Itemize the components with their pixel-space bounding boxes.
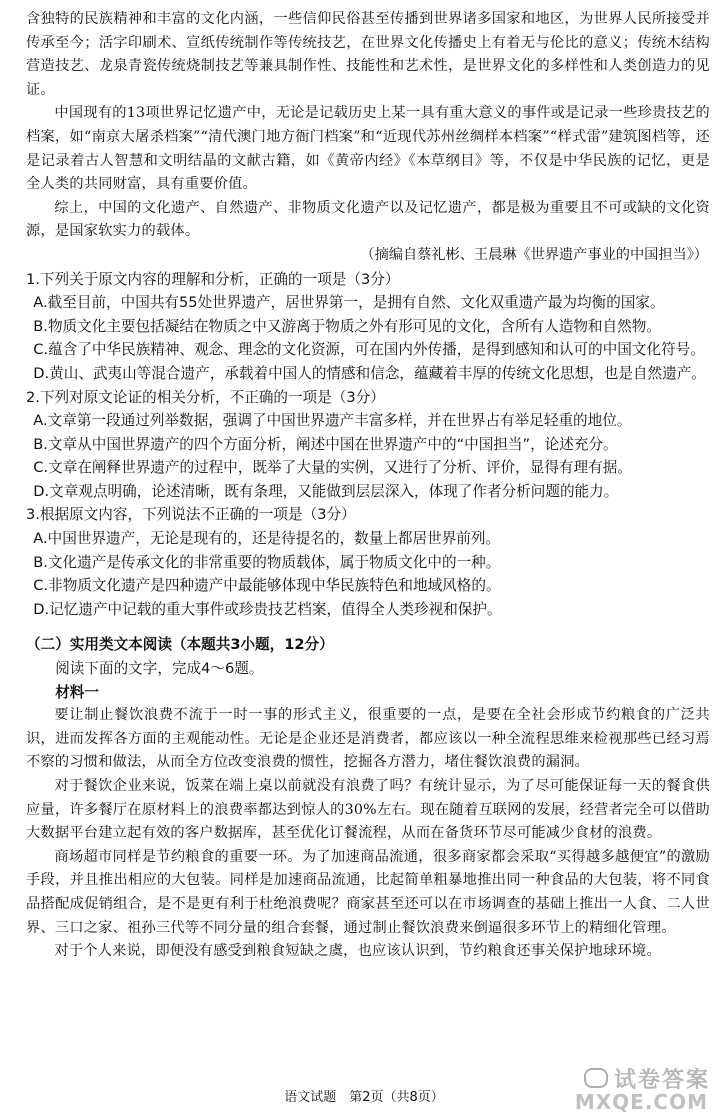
material-paragraph-4: 对于个人来说，即便没有感受到粮食短缺之虞，也应该认识到，节约粮食还事关保护地球环境。 (54, 943, 661, 960)
option-b: B.文章从中国世界遗产的四个方面分析，阐述中国在世界遗产中的“中国担当”，论述充分。 (33, 435, 618, 453)
section-instruction: 阅读下面的文字，完成4～6题。 (55, 660, 264, 678)
option-c: C.非物质文化遗产是四种遗产中最能够体现中华民族特色和地域风格的。 (33, 577, 501, 595)
watermark-brand: 试卷答案 (613, 1068, 710, 1093)
question-2 (26, 386, 710, 504)
question-stem: 3.根据原文内容，下列说法不正确的一项是（3分） (26, 506, 356, 524)
option-b: B.物质文化主要包括凝结在物质之中又游离于物质之外有形可见的文化，含所有人造物和自然物。 (33, 317, 661, 335)
option-d: D.记忆遗产中记载的重大事件或珍贵技艺档案，值得全人类珍视和保护。 (33, 600, 502, 618)
question-stem: 2.下列对原文论证的相关分析，不正确的一项是（3分） (26, 388, 385, 406)
option-d: D.文章观点明确，论述清晰，既有条理，又能做到层层深入，体现了作者分析问题的能力。 (33, 482, 619, 500)
page-footer: 语文试题 第2页（共8页） (284, 1090, 444, 1105)
material-paragraph-1: 要让制止餐饮浪费不流于一时一事的形式主义，很重要的一点，是要在全社会形成节约粮食的广泛共识，进而发挥各方面的主观能动性。无论是企业还是消费者，都应该以一种全流程思维来检视那些已经习焉不察的习惯和做法，从而全方位改变浪费的惯性，挖掘各方潜力，堵住餐饮浪费的漏洞。 (26, 707, 710, 771)
passage-paragraph-2: 中国现有的13项世界记忆遗产中，无论是记载历史上某一具有重大意义的事件或是记录一些珍贵技艺的档案，如“南京大屠杀档案”“清代澳门地方衙门档案”和“近现代苏州丝绸样本档案”“样式雷”建筑图档等，还是记录着古人智慧和文明结晶的文献古籍，如《黄帝内经》《本草纲目》等，不仅是中华民族的记忆，更是全人类的共同财富，具有重要价值。 (26, 105, 710, 193)
section-title: （二）实用类文本阅读（本题共3小题，12分） (26, 636, 334, 654)
option-c: C.文章在阐释世界遗产的过程中，既举了大量的实例，又进行了分析、评价，显得有理有据。 (33, 459, 632, 477)
option-c: C.蕴含了中华民族精神、观念、理念的文化资源，可在国内外传播，是得到感知和认可的中国文化符号。 (33, 341, 705, 359)
passage-source: （摘编自蔡礼彬、王晨琳《世界遗产事业的中国担当》） (360, 246, 708, 263)
watermark-url: MXQE.COM (574, 1090, 708, 1114)
question-1 (26, 268, 710, 386)
chat-bubble-icon (584, 1068, 608, 1088)
option-a: A.截至目前，中国共有55处世界遗产，居世界第一，是拥有自然、文化双重遗产最为均衡的国家。 (33, 294, 665, 312)
passage-paragraph-3: 综上，中国的文化遗产、自然遗产、非物质文化遗产以及记忆遗产，都是极为重要且不可或缺的文化资源，是国家软实力的载体。 (26, 199, 710, 240)
passage-paragraph-1: 含独特的民族精神和丰富的文化内涵，一些信仰民俗甚至传播到世界诸多国家和地区，为世界人民所接受并传承至今；活字印刷术、宣纸传统制作等传统技艺，在世界文化传播史上有着无与伦比的意义；传统木结构营造技艺、龙泉青瓷传统烧制技艺等兼具制作性、技能性和艺术性，是世界文化的多样性和人类创造力的见证。 (26, 11, 710, 98)
option-a: A.文章第一段通过列举数据，强调了中国世界遗产丰富多样，并在世界占有举足轻重的地位。 (33, 412, 632, 430)
question-3 (26, 503, 710, 621)
option-a: A.中国世界遗产，无论是现有的，还是待提名的，数量上都居世界前列。 (33, 530, 501, 548)
material-paragraph-3: 商场超市同样是节约粮食的重要一环。为了加速商品流通，很多商家都会采取“买得越多越便宜”的激励手段，并且推出相应的大包装。同样是加速商品流通，比起简单粗暴地推出同一种食品的大包装，将不同食品搭配成促销组合，是不是更有利于杜绝浪费呢？商家甚至还可以在市场调查的基础上推出一人食、二人世界、三口之家、祖孙三代等不同分量的组合套餐，通过制止餐饮浪费来倒逼很多环节上的精细化管理。 (26, 848, 710, 936)
material-paragraph-2: 对于餐饮企业来说，饭菜在端上桌以前就没有浪费了吗？有统计显示，为了尽可能保证每一天的餐食供应量，许多餐厅在原材料上的浪费率都达到惊人的30%左右。现在随着互联网的发展，经营者完全可以借助大数据平台建立起有效的客户数据库，甚至优化订餐流程，从而在备货环节尽可能减少食材的浪费。 (26, 778, 710, 842)
question-stem: 1.下列关于原文内容的理解和分析，正确的一项是（3分） (26, 270, 400, 288)
page-content (26, 8, 710, 964)
option-d: D.黄山、武夷山等混合遗产，承载着中国人的情感和信念，蕴藏着丰厚的传统文化思想，也是自然遗产。 (33, 364, 706, 382)
option-b: B.文化遗产是传承文化的非常重要的物质载体，属于物质文化中的一种。 (33, 553, 501, 571)
material-heading: 材料一 (55, 683, 99, 701)
watermark (540, 1056, 710, 1116)
